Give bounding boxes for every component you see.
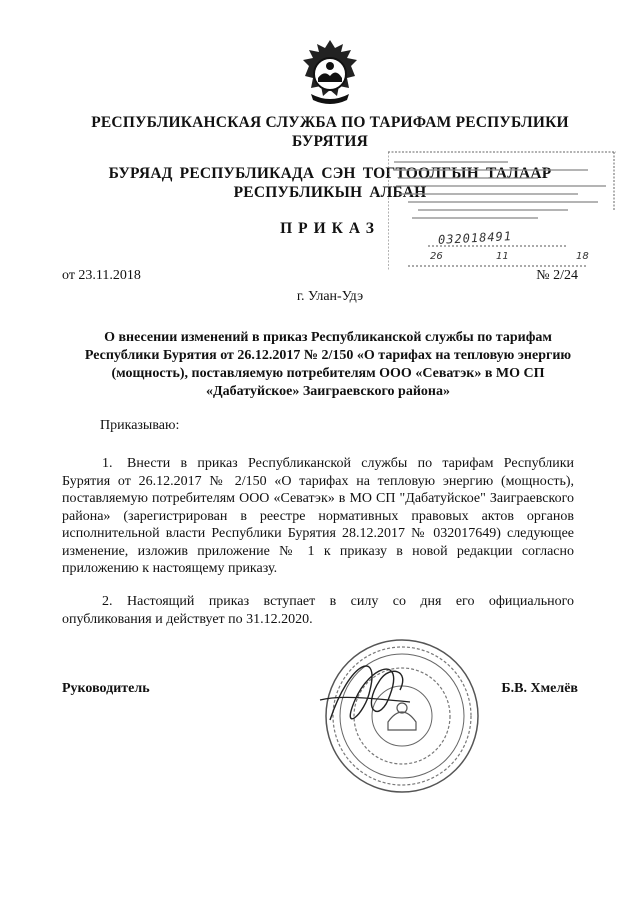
document-subject: О внесении изменений в приказ Республиканской службы по тарифам Республики Бурятия от 26.12.2017 № 2/150 «О тарифах на тепловую энергию (мощность), поставляемую потребителям ООО «Севатэк» в МО СП «Дабатуйское» Заиграевского района» (84, 330, 572, 399)
signatory-name: Б.В. Хмелёв (501, 681, 578, 696)
coat-of-arms-emblem (297, 38, 363, 106)
registration-number: 032018491 (437, 229, 513, 247)
paragraph-number: 1. (102, 456, 113, 471)
handwritten-signature (310, 640, 420, 740)
document-date: от 23.11.2018 (62, 268, 141, 283)
document-city: г. Улан-Удэ (296, 289, 364, 304)
registration-month: 11 (496, 251, 509, 262)
signatory-role: Руководитель (62, 681, 150, 696)
paragraph-item (62, 593, 574, 628)
order-word: Приказываю: (100, 418, 180, 433)
document-number: № 2/24 (536, 268, 578, 283)
paragraph-text: Внести в приказ Республиканской службы по тарифам Республики Бурятия от 26.12.2017 № 2/150 «О тарифах на тепловую энергию (мощность), поставляемую потребителям ООО «Севатэк» в МО СП "Дабатуйское" Заиграевского района» (зарегистрирован в реестре нормативных правовых актов органов исполнительной власти Республики Бурятия 28.12.2017 № 032017649) следующее изменение, изложив приложение № 1 к приказу в новой редакции согласно приложению к настоящему приказу. (62, 456, 574, 576)
document-type: ПРИКАЗ (280, 220, 380, 237)
registration-day: 26 (430, 251, 443, 262)
paragraph-text: Настоящий приказ вступает в силу со дня его официального опубликования и действует по 31.12.2020. (62, 594, 574, 627)
organization-name-bua: БУРЯАД РЕСПУБЛИКАДА СЭН ТОГТООЛГЫН ТАЛААР РЕСПУБЛИКЫН АЛБАН (108, 165, 552, 201)
organization-name-ru: РЕСПУБЛИКАНСКАЯ СЛУЖБА ПО ТАРИФАМ РЕСПУБЛИКИ БУРЯТИЯ (91, 114, 569, 150)
paragraph-item (62, 455, 574, 578)
registration-year: 18 (576, 251, 589, 262)
paragraph-number: 2. (102, 594, 113, 609)
